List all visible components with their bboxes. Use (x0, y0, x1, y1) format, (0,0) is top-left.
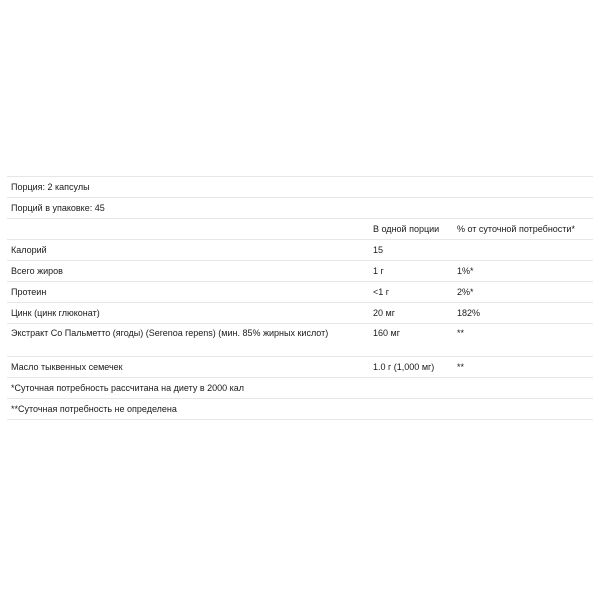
footnote: *Суточная потребность рассчитана на диету в 2000 кал (7, 378, 593, 399)
table-header-row (7, 219, 593, 240)
table-row (7, 282, 593, 303)
nutrient-amount: 160 мг (369, 324, 453, 357)
nutrient-amount: 20 мг (369, 303, 453, 324)
nutrient-daily-value: ** (453, 324, 593, 357)
nutrient-daily-value (453, 240, 593, 261)
nutrient-amount: 1.0 г (1,000 мг) (369, 357, 453, 378)
servings-per-container-row (7, 198, 593, 219)
nutrient-amount: <1 г (369, 282, 453, 303)
header-empty-cell (7, 219, 369, 240)
table-row (7, 240, 593, 261)
nutrient-name: Цинк (цинк глюконат) (7, 303, 369, 324)
nutrient-daily-value: 182% (453, 303, 593, 324)
header-daily-value: % от суточной потребности* (453, 219, 593, 240)
table-row (7, 261, 593, 282)
nutrient-amount: 1 г (369, 261, 453, 282)
footnote-row (7, 378, 593, 399)
nutrient-name: Калорий (7, 240, 369, 261)
nutrient-name: Масло тыквенных семечек (7, 357, 369, 378)
nutrient-name: Экстракт Со Пальметто (ягоды) (Serenoa repens) (мин. 85% жирных кислот) (7, 324, 369, 357)
footnote: **Суточная потребность не определена (7, 399, 593, 420)
footnote-row (7, 399, 593, 420)
nutrient-daily-value: 1%* (453, 261, 593, 282)
serving-size: Порция: 2 капсулы (7, 177, 593, 198)
nutrient-daily-value: ** (453, 357, 593, 378)
servings-per-container: Порций в упаковке: 45 (7, 198, 593, 219)
nutrient-amount: 15 (369, 240, 453, 261)
table-row (7, 324, 593, 357)
nutrient-name: Протеин (7, 282, 369, 303)
nutrient-daily-value: 2%* (453, 282, 593, 303)
header-amount: В одной порции (369, 219, 453, 240)
serving-size-row (7, 177, 593, 198)
nutrient-name: Всего жиров (7, 261, 369, 282)
table-row (7, 303, 593, 324)
table-row (7, 357, 593, 378)
supplement-facts-table (7, 176, 593, 420)
